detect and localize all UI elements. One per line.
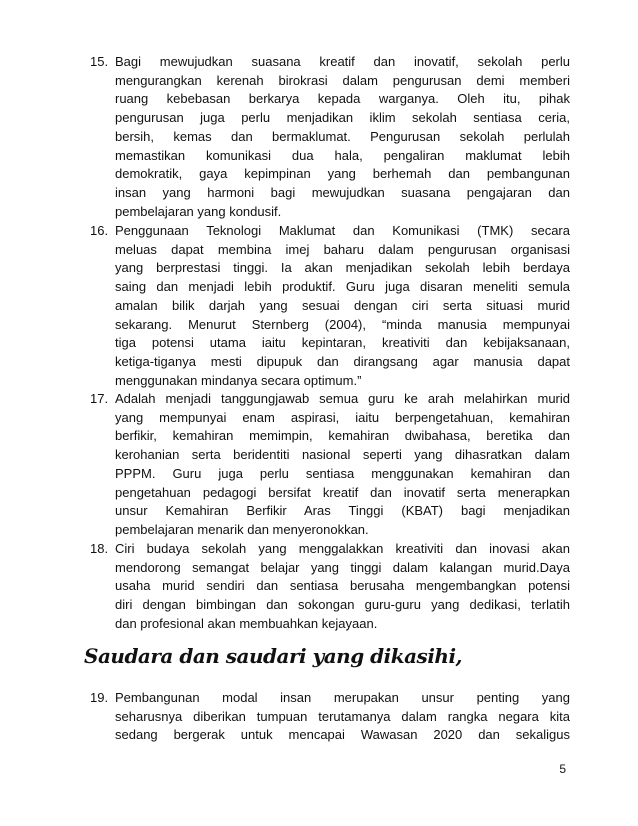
text-line: sedang bergerak untuk mencapai Wawasan 2020 dan sekaligus [115,727,570,743]
text-line: insan yang harmoni bagi mewujudkan suasana pengajaran dan [115,184,570,200]
text-line: PPPM. Guru juga perlu sentiasa menggunakan kemahiran dan [115,465,570,481]
text-line: memastikan komunikasi dua hala, pengaliran maklumat lebih [115,147,570,163]
text-line: demokratik, gaya kepimpinan yang berhemah dan pembangunan [115,166,570,182]
text-line: mendorong semangat belajar yang tinggi dalam kalangan murid.Daya [115,559,570,575]
item-number: 18. [90,541,109,556]
text-line: unsur Kemahiran Berfikir Aras Tinggi (KBAT) bagi menjadikan [115,503,570,519]
text-line: pengetahuan pedagogi bersifat kreatif dan inovatif serta menerapkan [115,484,570,500]
paragraph-text [115,390,570,540]
paragraph-18 [90,540,570,634]
text-line: Adalah menjadi tanggungjawab semua guru ke arah melahirkan murid [115,391,570,406]
paragraph-17 [90,390,570,540]
paragraph-text [115,222,570,390]
text-line: mengurangkan kerenah birokrasi dalam pengurusan demi memberi [115,72,570,88]
page-number: 5 [559,762,566,776]
paragraph-15 [90,53,570,221]
paragraph-text [115,53,570,221]
text-line: tiga potensi utama iaitu kepintaran, kreativiti dan kebijaksanaan, [115,335,570,351]
text-line: pembelajaran yang kondusif. [115,203,282,219]
paragraph-text [115,540,570,634]
text-line: saing dan menjadi lebih produktif. Guru juga disaran meneliti semula [115,279,570,295]
paragraph-19 [90,689,570,745]
text-line: sekarang. Menurut Sternberg (2004), “minda manusia mempunyai [115,316,570,332]
text-line: meluas dapat membina imej baharu dalam pengurusan organisasi [115,241,570,257]
text-line: seharusnya diberikan tumpuan terutamanya dalam rangka negara kita [115,708,570,724]
text-line: amalan bilik darjah yang sesuai dengan ciri serta situasi murid [115,297,570,313]
text-line: yang mempunyai enam aspirasi, iaitu berpengetahuan, kemahiran [115,409,570,425]
text-line: usaha murid sendiri dan sentiasa berusaha mengembangkan potensi [115,578,570,594]
text-line: diri dengan bimbingan dan sokongan guru-guru yang dedikasi, terlatih [115,597,570,613]
paragraph-text [115,689,570,745]
text-line: berfikir, kemahiran memimpin, kemahiran dwibahasa, beretika dan [115,428,570,444]
item-number: 17. [90,391,109,406]
text-line: yang berprestasi tinggi. Ia akan menjadikan sekolah lebih berdaya [115,260,570,276]
paragraph-16 [90,222,570,390]
text-line: pembelajaran menarik dan menyeronokkan. [115,521,369,537]
text-line: menggunakan mindanya secara optimum.” [115,372,362,388]
text-line: ruang kebebasan berkarya kepada warganya. Oleh itu, pihak [115,91,570,107]
text-line: Ciri budaya sekolah yang menggalakkan kreativiti dan inovasi akan [115,541,570,556]
text-line: pengurusan juga perlu menjadikan iklim sekolah sentiasa ceria, [115,110,570,126]
text-line: kerohanian serta beridentiti nasional seperti yang dihasratkan dalam [115,447,570,463]
text-line: Penggunaan Teknologi Maklumat dan Komunikasi (TMK) secara [115,223,570,238]
text-line: Pembangunan modal insan merupakan unsur penting yang [115,690,570,705]
text-line: bersih, kemas dan bermaklumat. Pengurusan sekolah perlulah [115,128,570,144]
text-line: Bagi mewujudkan suasana kreatif dan inovatif, sekolah perlu [115,54,570,69]
text-line: dan profesional akan membuahkan kejayaan. [115,615,378,631]
salutation-heading: Saudara dan saudari yang dikasihi, [84,644,463,668]
item-number: 19. [90,690,109,705]
item-number: 16. [90,223,109,238]
text-line: ketiga-tiganya mesti dipupuk dan dirangsang agar manusia dapat [115,353,570,369]
item-number: 15. [90,54,109,69]
